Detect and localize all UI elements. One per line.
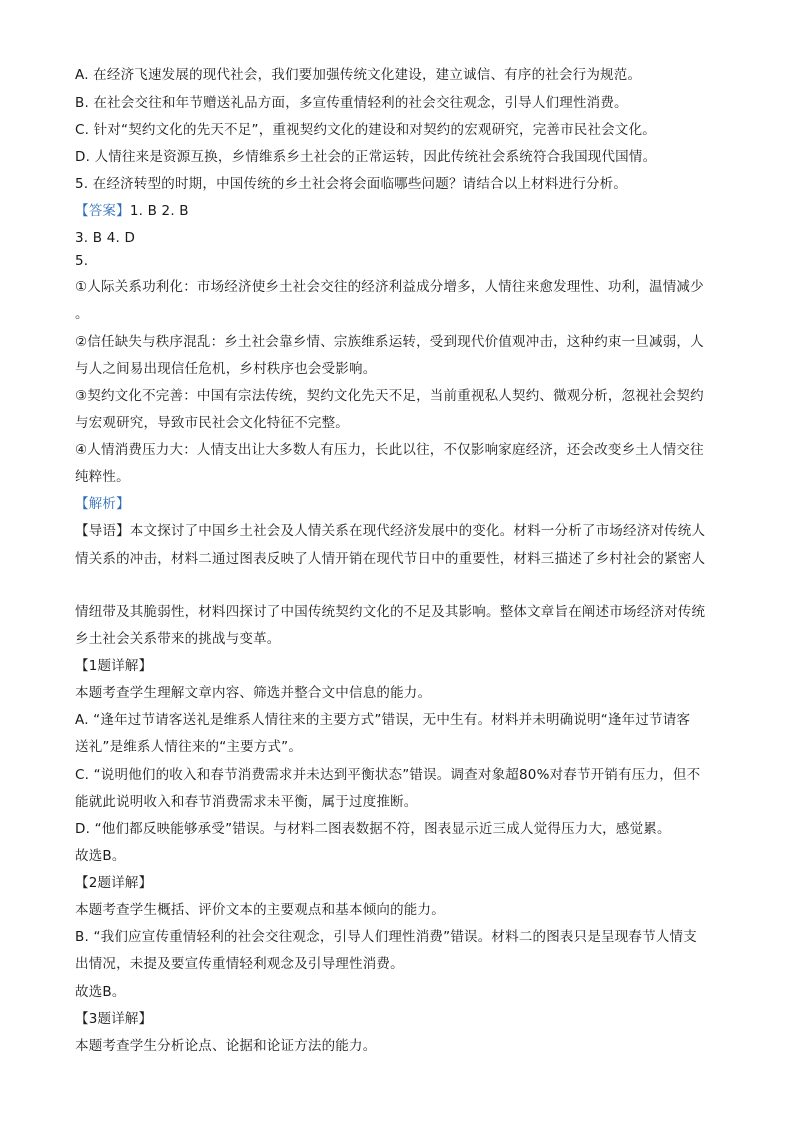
option-c: C. 针对“契约文化的先天不足”，重视契约文化的建设和对契约的宏观研究，完善市民社会文化。 bbox=[75, 122, 656, 138]
q1-option-a-line-2: 送礼”是维系人情往来的“主要方式”。 bbox=[75, 739, 303, 755]
q1-option-c-line-1: C. “说明他们的收入和春节消费需求并未达到平衡状态”错误。调查对象超80%对春节开销有压力，但不 bbox=[75, 767, 701, 783]
point-4-line-2: 纯粹性。 bbox=[75, 469, 130, 485]
q2-selection: 故选B。 bbox=[75, 984, 126, 1000]
point-3-line-2: 与宏观研究，导致市民社会文化特征不完整。 bbox=[75, 415, 349, 431]
q1-option-a-line-1: A. “逢年过节请客送礼是维系人情往来的主要方式”错误，无中生有。材料并未明确说明“逢年过节请客 bbox=[75, 712, 691, 728]
answer-line-2: 3. B 4. D bbox=[75, 230, 136, 246]
question-5: 5. 在经济转型的时期，中国传统的乡土社会将会面临哪些问题？请结合以上材料进行分析。 bbox=[75, 176, 628, 192]
q2-option-b-line-2: 出情况，未提及要宣传重情轻利观念及引导理性消费。 bbox=[75, 956, 404, 972]
q2-header: 【2题详解】 bbox=[75, 875, 153, 891]
intro-line-3: 情纽带及其脆弱性，材料四探讨了中国传统契约文化的不足及其影响。整体文章旨在阐述市场经济对传统 bbox=[75, 604, 706, 620]
point-1-line-1: ①人际关系功利化：市场经济使乡土社会交往的经济利益成分增多，人情往来愈发理性、功利，温情减少 bbox=[75, 279, 704, 295]
point-3-line-1: ③契约文化不完善：中国有宗法传统，契约文化先天不足，当前重视私人契约、微观分析，忽视社会契约 bbox=[75, 388, 704, 404]
intro-line-2: 情关系的冲击，材料二通过图表反映了人情开销在现代节日中的重要性，材料三描述了乡村社会的紧密人 bbox=[75, 551, 706, 567]
q2-option-b-line-1: B. “我们应宣传重情轻利的社会交往观念，引导人们理性消费”错误。材料二的图表只是呈现春节人情支 bbox=[75, 929, 697, 945]
answer-line-3: 5. bbox=[75, 253, 89, 269]
answer-line-1 bbox=[75, 202, 189, 220]
q1-option-c-line-2: 能就此说明收入和春节消费需求未平衡，属于过度推断。 bbox=[75, 794, 418, 810]
q2-description: 本题考查学生概括、评价文本的主要观点和基本倾向的能力。 bbox=[75, 902, 445, 918]
intro-line-1: 【导语】本文探讨了中国乡土社会及人情关系在现代经济发展中的变化。材料一分析了市场经济对传统人 bbox=[75, 523, 706, 539]
point-1-line-2: 。 bbox=[75, 306, 89, 322]
answer-label: 【答案】 bbox=[75, 203, 130, 219]
q1-option-d: D. “他们都反映能够承受”错误。与材料二图表数据不符，图表显示近三成人觉得压力大，感觉累。 bbox=[75, 821, 671, 837]
q3-description: 本题考查学生分析论点、论据和论证方法的能力。 bbox=[75, 1038, 377, 1054]
analysis-label: 【解析】 bbox=[75, 496, 130, 512]
answer-values-1: 1. B 2. B bbox=[129, 203, 189, 219]
q1-header: 【1题详解】 bbox=[75, 658, 153, 674]
q1-selection: 故选B。 bbox=[75, 848, 126, 864]
intro-line-4: 乡土社会关系带来的挑战与变革。 bbox=[75, 631, 281, 647]
q1-description: 本题考查学生理解文章内容、筛选并整合文中信息的能力。 bbox=[75, 685, 432, 701]
option-d: D. 人情往来是资源互换，乡情维系乡土社会的正常运转，因此传统社会系统符合我国现代国情。 bbox=[75, 149, 657, 165]
option-b: B. 在社会交往和年节赠送礼品方面，多宣传重情轻利的社会交往观念，引导人们理性消费。 bbox=[75, 95, 628, 111]
point-2-line-1: ②信任缺失与秩序混乱：乡土社会靠乡情、宗族维系运转，受到现代价值观冲击，这种约束一旦减弱，人 bbox=[75, 334, 704, 350]
q3-header: 【3题详解】 bbox=[75, 1011, 153, 1027]
point-2-line-2: 与人之间易出现信任危机，乡村秩序也会受影响。 bbox=[75, 361, 377, 377]
point-4-line-1: ④人情消费压力大：人情支出让大多数人有压力，长此以往，不仅影响家庭经济，还会改变乡土人情交往 bbox=[75, 442, 704, 458]
option-a: A. 在经济飞速发展的现代社会，我们要加强传统文化建设，建立诚信、有序的社会行为规范。 bbox=[75, 67, 642, 83]
